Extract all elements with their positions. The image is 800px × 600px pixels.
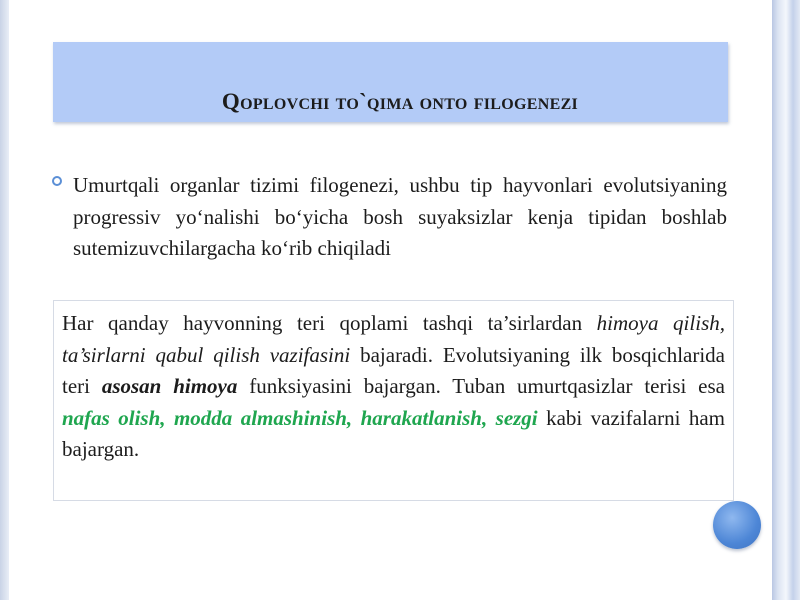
box-text-green: nafas olish, modda almashinish, harakatlanish, sezgi [62,405,538,430]
box-text-4: kabi vazifalarni ham bajargan. [62,405,725,461]
text-box [53,300,734,501]
box-text-3: funksiyasini bajargan. Tuban umurtqasizlar terisi esa [237,374,725,398]
ring-bullet-icon [52,176,62,186]
box-text-bold-italic: asosan himoya [101,374,238,398]
text-box-paragraph [62,308,725,466]
box-text-italic: himoya qilish, ta’sirlarni qabul qilish vazifasini [62,311,725,367]
slide-title: Qoplovchi to`qima onto filogenezi [221,89,579,114]
box-text-1: Har qanday hayvonning teri qoplami tashqi ta’sirlardan [62,311,597,335]
box-text-2: bajaradi. Evolutsiyaning ilk bosqichlarida teri [62,342,725,398]
circle-nav-icon[interactable] [713,501,761,549]
bullet-paragraph: Umurtqali organlar tizimi filogenezi, ushbu tip hayvonlari evolutsiyaning progressiv yo‘nalishi bo‘yicha bosh suyaksizlar kenja tipidan boshlab sutemizuvchilargacha ko‘rib chiqiladi [73,173,727,260]
